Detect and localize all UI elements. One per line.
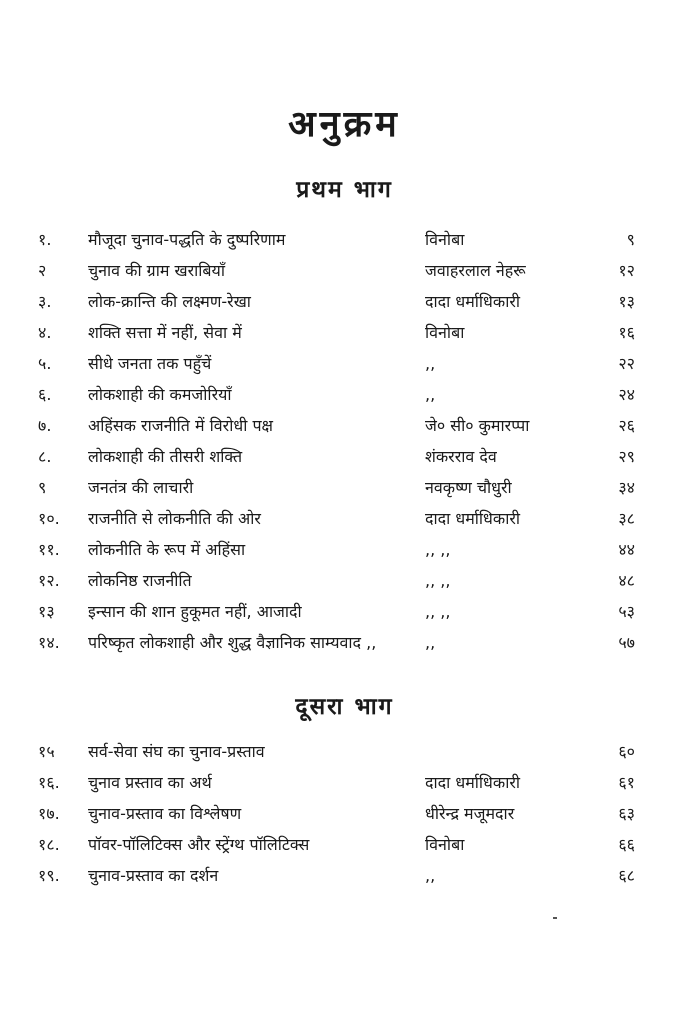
entry-author: ,, <box>425 354 436 373</box>
part-one-heading: प्रथम भाग <box>296 177 393 203</box>
entry-page: ४४ <box>618 540 635 559</box>
entry-title: परिष्कृत लोकशाही और शुद्ध वैज्ञानिक साम्यवाद ,, <box>88 633 377 652</box>
toc-entry <box>0 565 689 596</box>
entry-number: १९. <box>38 866 60 885</box>
entry-title: मौजूदा चुनाव-पद्धति के दुष्परिणाम <box>88 230 286 249</box>
entry-page: ६१ <box>618 773 635 792</box>
toc-entry <box>0 224 689 255</box>
entry-title: शक्ति सत्ता में नहीं, सेवा में <box>88 323 242 342</box>
entry-number: ८. <box>38 447 52 466</box>
entry-title: लोक-क्रान्ति की लक्ष्मण-रेखा <box>88 292 251 311</box>
toc-entry <box>0 798 689 829</box>
entry-page: ३८ <box>618 509 635 528</box>
ink-speck <box>553 917 557 919</box>
entry-page: २९ <box>618 447 635 466</box>
entry-title: इन्सान की शान हुकूमत नहीं, आजादी <box>88 602 302 621</box>
toc-entry <box>0 860 689 891</box>
entry-page: ६८ <box>618 866 635 885</box>
toc-entry <box>0 317 689 348</box>
entry-title: राजनीति से लोकनीति की ओर <box>88 509 261 528</box>
entry-number: ५. <box>38 354 52 373</box>
entry-title: लोकनीति के रूप में अहिंसा <box>88 540 246 559</box>
toc-entry <box>0 596 689 627</box>
toc-entry <box>0 829 689 860</box>
entry-number: १३ <box>38 602 55 621</box>
entry-title: जनतंत्र की लाचारी <box>88 478 194 497</box>
page-title: अनुक्रम <box>288 104 401 145</box>
entry-number: १७. <box>38 804 60 823</box>
entry-author: ,, ,, <box>425 540 451 559</box>
entry-number: १६. <box>38 773 60 792</box>
entry-title: लोकशाही की तीसरी शक्ति <box>88 447 243 466</box>
entry-page: १३ <box>618 292 635 311</box>
entry-number: १. <box>38 230 52 249</box>
entry-title: सीधे जनता तक पहुँचें <box>88 354 212 373</box>
entry-title: पॉवर-पॉलिटिक्स और स्ट्रेंग्थ पॉलिटिक्स <box>88 835 310 854</box>
entry-number: ९ <box>38 478 47 497</box>
entry-number: ४. <box>38 323 52 342</box>
entry-title: लोकशाही की कमजोरियाँ <box>88 385 232 404</box>
entry-author: ,, ,, <box>425 602 451 621</box>
toc-entry <box>0 472 689 503</box>
entry-page: ९ <box>626 230 635 249</box>
entry-number: ११. <box>38 540 60 559</box>
toc-entry <box>0 286 689 317</box>
entry-page: ६० <box>618 742 635 761</box>
toc-entry <box>0 736 689 767</box>
entry-page: १६ <box>618 323 635 342</box>
entry-title: चुनाव प्रस्ताव का अर्थ <box>88 773 212 792</box>
entry-author: दादा धर्माधिकारी <box>425 773 521 792</box>
entry-number: १५ <box>38 742 55 761</box>
entry-page: २६ <box>618 416 635 435</box>
entry-page: १२ <box>618 261 635 280</box>
part-two-entries <box>0 736 689 891</box>
entry-number: ६. <box>38 385 52 404</box>
entry-page: ६६ <box>618 835 635 854</box>
entry-author: नवकृष्ण चौधुरी <box>425 478 512 497</box>
toc-entry <box>0 379 689 410</box>
toc-entry <box>0 348 689 379</box>
toc-entry <box>0 534 689 565</box>
entry-page: ४८ <box>618 571 635 590</box>
entry-number: १२. <box>38 571 60 590</box>
entry-title: चुनाव-प्रस्ताव का दर्शन <box>88 866 219 885</box>
entry-author: ,, <box>425 385 436 404</box>
entry-author: विनोबा <box>425 230 465 249</box>
entry-author: धीरेन्द्र मजूमदार <box>425 804 515 823</box>
entry-page: ५३ <box>618 602 635 621</box>
part-two-heading: दूसरा भाग <box>295 694 394 720</box>
entry-author: जवाहरलाल नेहरू <box>425 261 526 280</box>
toc-entry <box>0 503 689 534</box>
toc-entry <box>0 627 689 658</box>
part-one-entries <box>0 224 689 658</box>
entry-author: ,, <box>425 633 436 652</box>
entry-number: १८. <box>38 835 60 854</box>
entry-author: विनोबा <box>425 835 465 854</box>
entry-page: ३४ <box>618 478 635 497</box>
entry-number: ३. <box>38 292 52 311</box>
toc-entry <box>0 441 689 472</box>
entry-number: १४. <box>38 633 60 652</box>
entry-author: जे० सी० कुमारप्पा <box>425 416 530 435</box>
entry-author: ,, ,, <box>425 571 451 590</box>
entry-title: सर्व-सेवा संघ का चुनाव-प्रस्ताव <box>88 742 265 761</box>
entry-author: शंकरराव देव <box>425 447 497 466</box>
toc-entry <box>0 255 689 286</box>
entry-title: लोकनिष्ठ राजनीति <box>88 571 192 590</box>
entry-title: अहिंसक राजनीति में विरोधी पक्ष <box>88 416 274 435</box>
entry-page: २४ <box>618 385 635 404</box>
toc-entry <box>0 767 689 798</box>
entry-page: ६३ <box>618 804 635 823</box>
entry-number: १०. <box>38 509 60 528</box>
entry-page: ५७ <box>618 633 635 652</box>
entry-author: दादा धर्माधिकारी <box>425 292 521 311</box>
entry-author: दादा धर्माधिकारी <box>425 509 521 528</box>
toc-entry <box>0 410 689 441</box>
entry-number: २ <box>38 261 47 280</box>
entry-author: विनोबा <box>425 323 465 342</box>
entry-page: २२ <box>618 354 635 373</box>
entry-number: ७. <box>38 416 52 435</box>
entry-title: चुनाव की ग्राम खराबियाँ <box>88 261 225 280</box>
entry-title: चुनाव-प्रस्ताव का विश्लेषण <box>88 804 242 823</box>
entry-author: ,, <box>425 866 436 885</box>
